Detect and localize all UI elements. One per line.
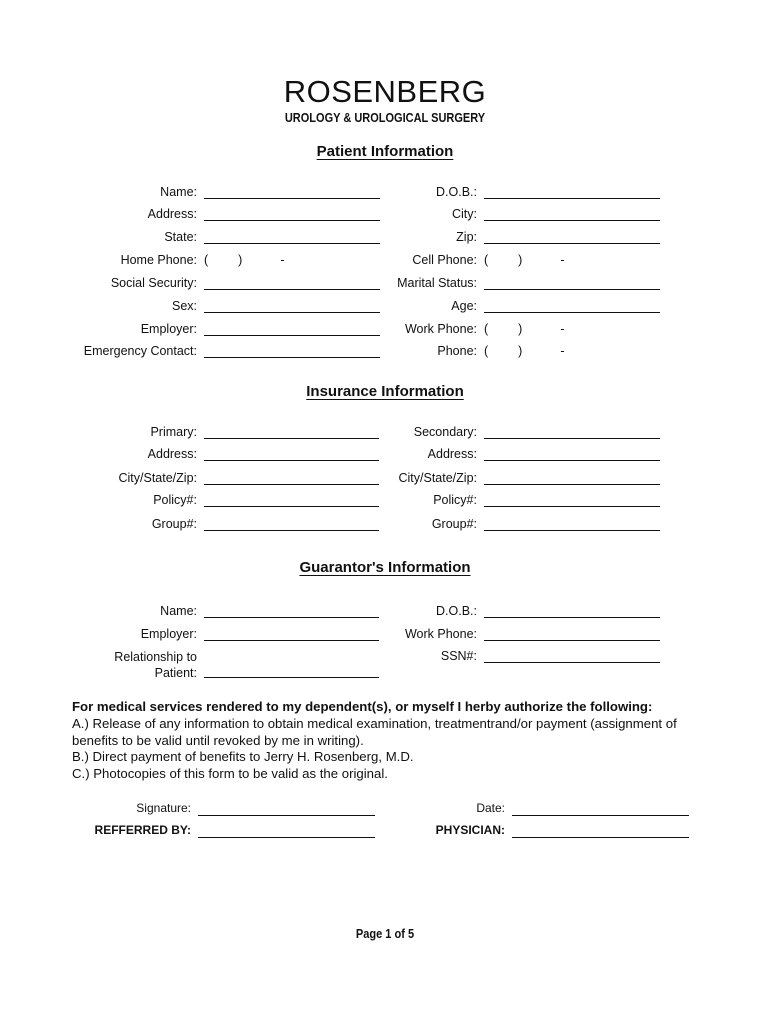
insurance-primary-field[interactable] [204, 438, 379, 439]
section-heading-patient: Patient Information [316, 143, 454, 160]
guarantor-dob-field[interactable] [484, 617, 660, 618]
insurance-group-right-label: Group#: [431, 517, 477, 531]
patient-marital-label: Marital Status: [397, 276, 477, 290]
insurance-group-left-label: Group#: [151, 517, 197, 531]
referred-by-label: REFFERRED BY: [94, 823, 191, 837]
date-label: Date: [476, 801, 505, 815]
guarantor-dob-label: D.O.B.: [436, 604, 477, 618]
signature-label: Signature: [136, 801, 191, 815]
authorization-block [72, 699, 712, 783]
patient-age-field[interactable] [484, 312, 660, 313]
patient-zip-field[interactable] [484, 243, 660, 244]
guarantor-relationship-label: Relationship to Patient: [114, 650, 197, 680]
patient-address-label: Address: [147, 207, 197, 221]
patient-marital-field[interactable] [484, 289, 660, 290]
clinic-title: ROSENBERG [283, 74, 487, 109]
patient-zip-label: Zip: [456, 230, 477, 244]
insurance-csz-right-field[interactable] [484, 484, 660, 485]
insurance-policy-left-field[interactable] [204, 506, 379, 507]
authorization-item-a: A.) Release of any information to obtain medical examination, treatmentrand/or payment (assignment of benefits to be valid until revoked by me in writing). [72, 715, 677, 748]
patient-phone-label: Phone: [437, 344, 477, 358]
patient-dob-label: D.O.B.: [436, 185, 477, 199]
authorization-item-b: B.) Direct payment of benefits to Jerry H. Rosenberg, M.D. [72, 749, 414, 765]
insurance-primary-label: Primary: [150, 425, 197, 439]
insurance-csz-right-label: City/State/Zip: [398, 471, 477, 485]
insurance-csz-left-label: City/State/Zip: [118, 471, 197, 485]
patient-address-field[interactable] [204, 220, 380, 221]
authorization-item-c: C.) Photocopies of this form to be valid as the original. [72, 766, 388, 782]
patient-name-field[interactable] [204, 198, 380, 199]
patient-phone-field[interactable]: ( ) - [484, 344, 565, 358]
guarantor-work-phone-field[interactable] [484, 640, 660, 641]
patient-emergency-field[interactable] [204, 357, 380, 358]
patient-ssn-label: Social Security: [110, 276, 197, 290]
patient-work-phone-field[interactable]: ( ) - [484, 322, 565, 336]
guarantor-ssn-field[interactable] [484, 662, 660, 663]
patient-dob-field[interactable] [484, 198, 660, 199]
patient-sex-label: Sex: [171, 299, 197, 313]
patient-work-phone-label: Work Phone: [404, 322, 477, 336]
insurance-secondary-field[interactable] [484, 438, 660, 439]
insurance-policy-right-label: Policy#: [433, 493, 477, 507]
signature-field[interactable] [198, 815, 375, 816]
guarantor-name-label: Name: [160, 604, 197, 618]
patient-home-phone-field[interactable]: ( ) - [204, 253, 285, 267]
patient-home-phone-label: Home Phone: [120, 253, 197, 267]
insurance-address-right-field[interactable] [484, 460, 660, 461]
patient-emergency-label: Emergency Contact: [83, 344, 197, 358]
section-heading-insurance: Insurance Information [306, 383, 464, 400]
guarantor-employer-label: Employer: [140, 627, 197, 641]
physician-label: PHYSICIAN: [435, 823, 505, 837]
patient-cell-phone-field[interactable]: ( ) - [484, 253, 565, 267]
patient-state-label: State: [164, 230, 197, 244]
insurance-address-left-label: Address: [147, 447, 197, 461]
insurance-address-right-label: Address: [427, 447, 477, 461]
insurance-group-left-field[interactable] [204, 530, 379, 531]
patient-sex-field[interactable] [204, 312, 380, 313]
patient-age-label: Age: [451, 299, 477, 313]
guarantor-relationship-field[interactable] [204, 677, 379, 678]
physician-field[interactable] [512, 837, 689, 838]
guarantor-work-phone-label: Work Phone: [404, 627, 477, 641]
insurance-address-left-field[interactable] [204, 460, 379, 461]
patient-city-label: City: [452, 207, 477, 221]
insurance-secondary-label: Secondary: [413, 425, 477, 439]
guarantor-name-field[interactable] [204, 617, 379, 618]
patient-state-field[interactable] [204, 243, 380, 244]
page-number: Page 1 of 5 [355, 926, 415, 941]
guarantor-employer-field[interactable] [204, 640, 379, 641]
patient-employer-field[interactable] [204, 335, 380, 336]
patient-employer-label: Employer: [140, 322, 197, 336]
clinic-subtitle: UROLOGY & UROLOGICAL SURGERY [284, 111, 486, 125]
insurance-policy-left-label: Policy#: [153, 493, 197, 507]
referred-by-field[interactable] [198, 837, 375, 838]
section-heading-guarantor: Guarantor's Information [299, 559, 471, 576]
patient-cell-phone-label: Cell Phone: [412, 253, 477, 267]
patient-city-field[interactable] [484, 220, 660, 221]
insurance-csz-left-field[interactable] [204, 484, 379, 485]
insurance-group-right-field[interactable] [484, 530, 660, 531]
authorization-heading: For medical services rendered to my dependent(s), or myself I herby authorize the following: [72, 699, 653, 714]
date-field[interactable] [512, 815, 689, 816]
insurance-policy-right-field[interactable] [484, 506, 660, 507]
patient-ssn-field[interactable] [204, 289, 380, 290]
patient-name-label: Name: [160, 185, 197, 199]
guarantor-ssn-label: SSN#: [440, 649, 477, 663]
